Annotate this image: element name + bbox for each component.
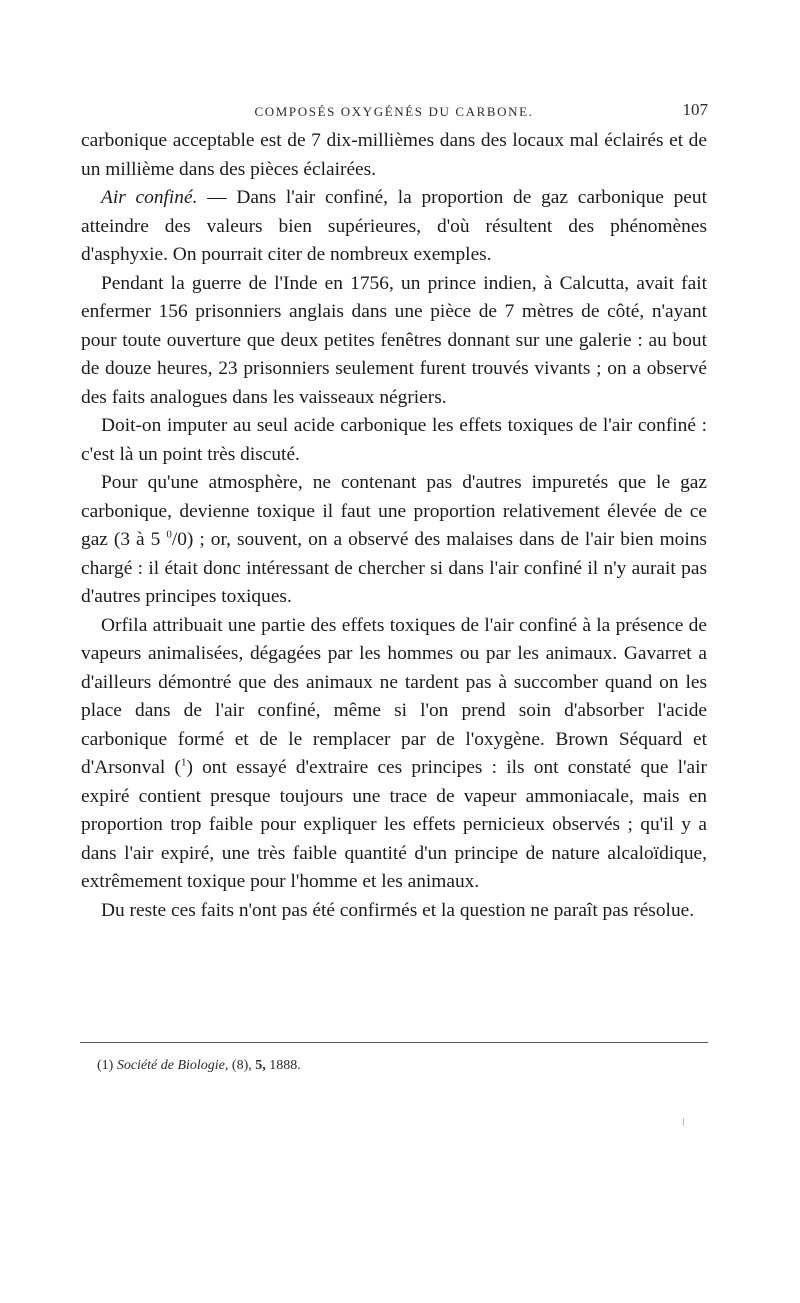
paragraph-text: /0) ; or, souvent, on a observé des malaises dans de l'air bien moins chargé : il était donc intéressant de chercher si dans l'air confiné il n'y aurait pas d'autres principes toxiques. [81,529,707,607]
footnote [97,1057,697,1075]
paragraph-toxic-proportion [81,469,707,612]
paper-speck [683,1118,684,1126]
footnote-year: 1888. [269,1058,301,1073]
paragraph-conclusion: Du reste ces faits n'ont pas été confirmés et la question ne paraît pas résolue. [101,899,695,921]
footnote-series: (8), [231,1058,252,1073]
paragraph-text: Pour qu'une atmosphère, ne contenant pas d'autres impuretés que le gaz carbonique, devienne toxique il faut une proportion relativement élevée de ce gaz (3 à 5 [81,472,707,550]
paragraph-text: ) ont essayé d'extraire ces principes : ils ont constaté que l'air expiré contient presque toujours une trace de vapeur ammoniacale, mais en proportion trop faible pour expliquer les effets pernicieux observés ; qu'il y a dans l'air expiré, une très faible quantité d'un principe de nature alcaloïdique, extrêmement toxique pour l'homme et les animaux. [81,757,707,892]
section-run-in-heading: Air confiné. [101,187,198,208]
page-header [80,100,708,124]
paragraph-text: Orfila attribuait une partie des effets toxiques de l'air confiné à la présence de vapeurs animalisées, dégagées par les hommes ou par les animaux. Gavarret a d'ailleurs démontré que des animaux ne tardent pas à succomber quand on les place dans de l'air confiné, même si l'on prend soin d'absorber l'acide carbonique formé et de le remplacer par de l'oxygène. Brown Séquard et d'Arsonval ( [81,614,707,778]
running-head: COMPOSÉS OXYGÉNÉS DU CARBONE. [254,104,534,119]
body-text [81,127,707,925]
footnote-marker: (1) [97,1058,114,1073]
paragraph-calcutta: Pendant la guerre de l'Inde en 1756, un prince indien, à Calcutta, avait fait enfermer 156 prisonniers anglais dans une pièce de 7 mètres de côté, n'ayant pour toute ouverture que deux petites fenêtres donnant sur une galerie : au bout de douze heures, 23 prisonniers seulement furent trouvés vivants ; on a observé des faits analogues dans les vaisseaux négriers. [81,272,707,408]
paragraph-continuation: carbonique acceptable est de 7 dix-millièmes dans des locaux mal éclairés et de un millième dans des pièces éclairées. [81,130,707,180]
footnote-divider [80,1042,708,1043]
footnote-reference: 1 [180,756,187,769]
paragraph-question: Doit-on imputer au seul acide carbonique les effets toxiques de l'air confiné : c'est là un point très discuté. [81,415,707,465]
paragraph-orfila [81,612,707,897]
footnote-title: Société de Biologie, [116,1058,229,1073]
footnote-volume: 5, [255,1058,266,1073]
paragraph-text: — Dans l'air confiné, la proportion de gaz carbonique peut atteindre des valeurs bien supérieures, d'où résultent des phénomènes d'asphyxie. On pourrait citer de nombreux exemples. [81,187,707,265]
paragraph-air-confine [81,184,707,270]
superscript: 0 [166,528,172,541]
page-number: 107 [682,100,708,119]
